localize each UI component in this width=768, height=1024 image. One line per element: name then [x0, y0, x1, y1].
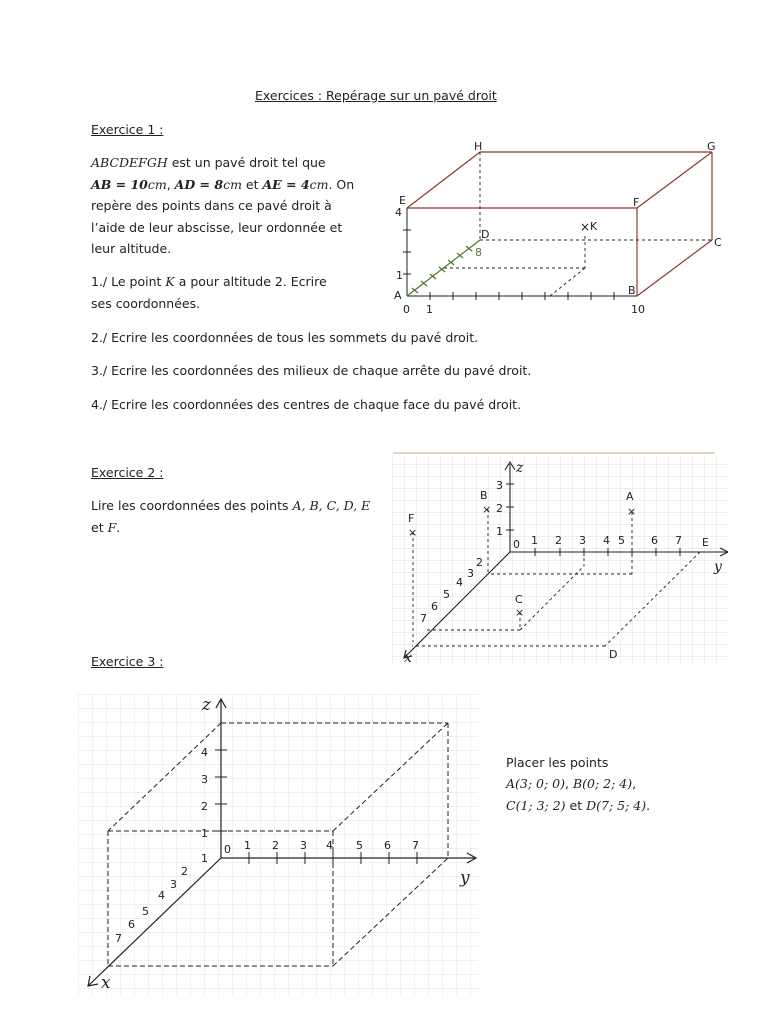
tick-x-3: 3 [467, 567, 474, 580]
axis-label-z: z [202, 695, 211, 715]
tick-y-5: 5 [618, 534, 625, 547]
tick-x-7: 7 [115, 932, 122, 945]
tick-y-6: 6 [651, 534, 658, 547]
tick-y-5: 5 [356, 839, 363, 852]
tick-y-7: 7 [412, 839, 419, 852]
tick-y-3: 3 [579, 534, 586, 547]
label-G: G [707, 140, 716, 153]
tick-x-3: 3 [170, 878, 177, 891]
tick-x-10: 10 [631, 303, 645, 316]
exercise-1-question-2: 2./ Ecrire les coordonnées de tous les sommets du pavé droit. [91, 330, 479, 345]
tick-y-7: 7 [675, 534, 682, 547]
exercise-1-intro-line-4: l’aide de leur abscisse, leur ordonnée et [91, 220, 343, 235]
exercise-1-intro-line-2: AB = 10cm, AD = 8cm et AE = 4cm. On [91, 177, 355, 192]
tick-y-1: 1 [244, 839, 251, 852]
exercise-1-intro-line-3: repère des points dans ce pavé droit à [91, 198, 332, 213]
page-title: Exercices : Repérage sur un pavé droit [255, 88, 497, 103]
tick-x-6: 6 [431, 600, 438, 613]
tick-z-1: 1 [201, 827, 208, 840]
exercise-2-text-line-2: et F. [91, 520, 121, 535]
point-K-marker: × [580, 220, 591, 234]
axis-label-x: x [101, 973, 111, 993]
tick-z-3: 3 [496, 479, 503, 492]
tick-x-1: 1 [426, 303, 433, 316]
figure-2-grid [392, 452, 728, 666]
label-B: B [480, 489, 488, 502]
exercise-3-heading: Exercice 3 : [91, 654, 164, 669]
label-A: A [394, 289, 402, 302]
tick-x-6: 6 [128, 918, 135, 931]
tick-z-1: 1 [396, 269, 403, 282]
figure-3-grid [78, 694, 478, 996]
exercise-1-question-4: 4./ Ecrire les coordonnées des centres de chaque face du pavé droit. [91, 397, 522, 412]
label-F: F [633, 196, 640, 209]
point-B-marker: × [482, 503, 492, 516]
tick-origin: 0 [403, 303, 410, 316]
label-D: D [481, 228, 490, 241]
tick-y-2: 2 [555, 534, 562, 547]
tick-y-6: 6 [384, 839, 391, 852]
point-F-marker: × [408, 526, 418, 539]
figure-1-box [390, 132, 740, 324]
tick-z-2: 2 [201, 800, 208, 813]
tick-x-2: 2 [181, 865, 188, 878]
label-H: H [474, 140, 483, 153]
tick-y-8: 8 [475, 246, 482, 259]
exercise-2-text-line-1: Lire les coordonnées des points A, B, C, D, E [91, 498, 371, 513]
tick-z-1: 1 [496, 525, 503, 538]
label-D: D [609, 648, 618, 661]
tick-y-4: 4 [603, 534, 610, 547]
tick-x-1: 1 [201, 852, 208, 865]
tick-x-2: 2 [476, 556, 483, 569]
tick-z-4: 4 [201, 746, 208, 759]
tick-x-4: 4 [158, 889, 165, 902]
tick-y-2: 2 [272, 839, 279, 852]
exercise-1-heading: Exercice 1 : [91, 122, 164, 137]
tick-x-5: 5 [142, 905, 149, 918]
exercise-3-points-line-2: C(1; 3; 2) et D(7; 5; 4). [506, 798, 651, 813]
tick-x-4: 4 [456, 576, 463, 589]
axis-label-y: y [460, 868, 470, 888]
tick-y-4: 4 [326, 839, 333, 852]
tick-y-0: 0 [224, 843, 231, 856]
label-E: E [399, 194, 406, 207]
exercise-1-intro-line-1: ABCDEFGH est un pavé droit tel que [91, 155, 326, 170]
axis-label-z: z [516, 460, 524, 476]
exercise-3-instruction: Placer les points [506, 755, 609, 770]
tick-z-4: 4 [395, 206, 402, 219]
tick-x-7: 7 [420, 612, 427, 625]
exercise-1-intro-line-5: leur altitude. [91, 241, 172, 256]
tick-y-0: 0 [513, 538, 520, 551]
label-K: K [590, 220, 598, 233]
exercise-1-question-3: 3./ Ecrire les coordonnées des milieux de chaque arrête du pavé droit. [91, 363, 532, 378]
label-F: F [408, 512, 415, 525]
tick-z-2: 2 [496, 502, 503, 515]
tick-y-1: 1 [531, 534, 538, 547]
exercise-1-question-1: 1./ Le point K a pour altitude 2. Ecrire [91, 274, 327, 289]
exercise-3-points-line-1: A(3; 0; 0), B(0; 2; 4), [506, 776, 637, 791]
label-C: C [515, 593, 523, 606]
exercise-2-heading: Exercice 2 : [91, 465, 164, 480]
label-B: B [628, 284, 636, 297]
point-A-marker: × [627, 505, 637, 518]
axis-label-x: x [404, 650, 412, 666]
point-C-marker: × [515, 606, 525, 619]
tick-z-3: 3 [201, 773, 208, 786]
axis-label-y: y [714, 559, 722, 575]
label-C: C [714, 236, 722, 249]
label-A: A [626, 490, 634, 503]
exercise-1-question-1-cont: ses coordonnées. [91, 296, 201, 311]
tick-y-3: 3 [300, 839, 307, 852]
tick-x-5: 5 [443, 588, 450, 601]
label-E: E [702, 536, 709, 549]
